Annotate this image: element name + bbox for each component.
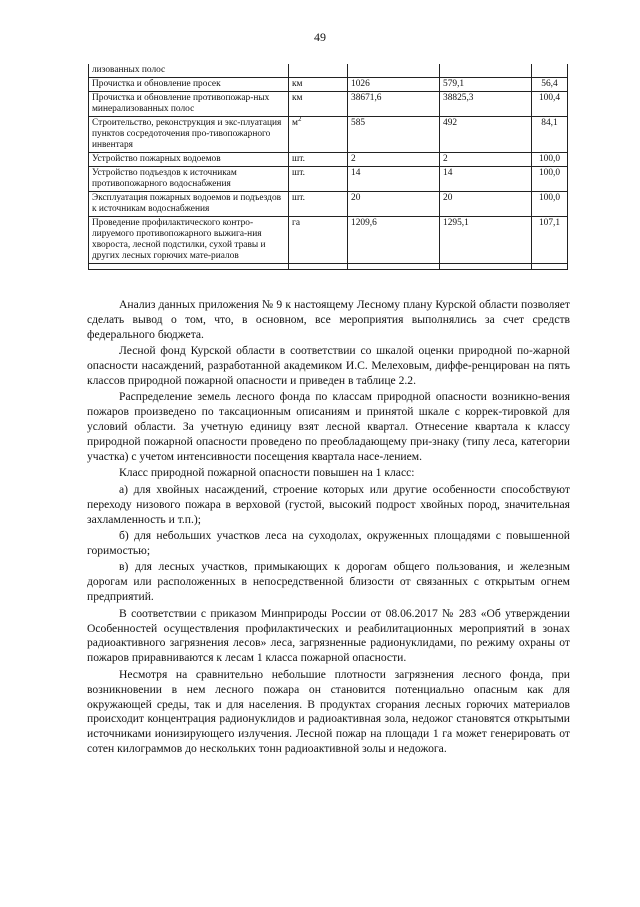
table-cell-empty [289, 264, 348, 270]
table-cell-unit: шт. [289, 153, 348, 167]
table-row [89, 117, 568, 153]
table-cell-percent: 84,1 [532, 117, 568, 153]
table-cell-unit [289, 117, 348, 153]
body-text [87, 298, 570, 759]
list-item: а) для хвойных насаждений, строение которых или другие особенности способствуют переходу низового пожара в верховой (густой, высокий подрост хвойных пород, значительная захламленность и т.п.); [87, 482, 570, 526]
paragraph: Несмотря на сравнительно небольшие плотности загрязнения лесного фонда, при возникновении в нем лесного пожара он становится потенциально опасным как для окружающей среды, так и для населения. В продуктах сгорания лесных горючих материалов происходит концентрация радионуклидов и радиоактивная зола, недожог становятся открытыми источниками ионизирующего излучения. Лесной пожар на площади 1 га может генерировать от сотен килограммов до нескольких тонн радиоактивной золы и недожога. [87, 667, 570, 756]
table-cell-value: 38825,3 [440, 92, 532, 117]
table-cell-empty [440, 264, 532, 270]
table-cell-empty [89, 264, 289, 270]
table-cell-value [348, 64, 440, 78]
table-cell-value: 2 [348, 153, 440, 167]
paragraph: Класс природной пожарной опасности повышен на 1 класс: [119, 466, 415, 480]
table-row [89, 153, 568, 167]
table-cell-name: Устройство пожарных водоемов [89, 153, 289, 167]
table-cell-value: 38671,6 [348, 92, 440, 117]
table-cell-unit: км [289, 78, 348, 92]
table-cell-value: 585 [348, 117, 440, 153]
table-cell-value: 20 [440, 192, 532, 217]
table-cell-value: 20 [348, 192, 440, 217]
paragraph: Лесной фонд Курской области в соответствии со шкалой оценки природной по-жарной опасности насаждений, разработанной академиком И.С. Мелеховым, диффе-ренцирован на пять классов природной пожарной опасности и приведен в таблице 2.2. [87, 344, 570, 388]
table-cell-value: 1209,6 [348, 217, 440, 264]
table-row [89, 192, 568, 217]
table-cell-value: 1026 [348, 78, 440, 92]
table-cell-name: Прочистка и обновление противопожар-ных минерализованных полос [89, 92, 289, 117]
table-cell-name: Устройство подъездов к источникам противопожарного водоснабжения [89, 167, 289, 192]
table-cell-unit: км [289, 92, 348, 117]
table-cell-value: 492 [440, 117, 532, 153]
list-item: б) для небольших участков леса на суходолах, окруженных площадями с повышенной горимостью; [87, 529, 570, 557]
table-cell-name: Эксплуатация пожарных водоемов и подъездов к источникам водоснабжения [89, 192, 289, 217]
table-cell-name: Прочистка и обновление просек [89, 78, 289, 92]
table-cell-value: 14 [440, 167, 532, 192]
table-cell-percent: 56,4 [532, 78, 568, 92]
unit-text: м [292, 118, 298, 128]
page-number: 49 [314, 30, 326, 44]
table-cell-percent: 107,1 [532, 217, 568, 264]
table-cell-percent: 100,0 [532, 167, 568, 192]
table-cell-value: 2 [440, 153, 532, 167]
table-cell-percent [532, 64, 568, 78]
table-row [89, 64, 568, 78]
table-cell-unit: га [289, 217, 348, 264]
table-row [89, 78, 568, 92]
table-cell-empty [532, 264, 568, 270]
list-item: в) для лесных участков, примыкающих к дорогам общего пользования, и железным дорогам или расположенных в непосредственной близости от связанных с открытым огнем предприятий. [87, 560, 570, 604]
table-row [89, 217, 568, 264]
table-cell-name: Проведение профилактического контро-лируемого противопожарного выжига-ния хвороста, лесной подстилки, сухой травы и других лесных горючих мате-риалов [89, 217, 289, 264]
table-cell-name: лизованных полос [89, 64, 289, 78]
table-cell-empty [348, 264, 440, 270]
table-cell-name: Строительство, реконструкция и экс-плуатация пунктов сосредоточения про-тивопожарного инвентаря [89, 117, 289, 153]
table-cell-unit: шт. [289, 192, 348, 217]
table-row [89, 92, 568, 117]
paragraph: В соответствии с приказом Минприроды России от 08.06.2017 № 283 «Об утверждении Особенностей осуществления профилактических и реабилитационных мероприятий в зонах радиоактивного загрязнения лесов» леса, загрязненные радионуклидами, по режиму охраны от пожаров приравниваются к лесам 1 класса пожарной опасности. [87, 606, 570, 665]
paragraph: Распределение земель лесного фонда по классам природной опасности возникно-вения пожаров произведено по таксационным описаниям и принятой шкале с коррек-тировкой для условий области. За учетную единицу взят лесной квартал. Отнесение квартала к классу природной пожарной опасности проведено по преобладающему при-знаку (типу леса, категории участка) с учетом интенсивности посещения квартала насе-лением. [87, 390, 570, 464]
paragraph: Анализ данных приложения № 9 к настоящему Лесному плану Курской области позволяет сделать вывод о том, что, в основном, все мероприятия выполнялись за счет средств федерального бюджета. [87, 298, 570, 341]
table-row-empty [89, 264, 568, 270]
table-cell-unit: шт. [289, 167, 348, 192]
table-cell-percent: 100,0 [532, 192, 568, 217]
table-cell-unit [289, 64, 348, 78]
table-cell-value: 579,1 [440, 78, 532, 92]
unit-superscript: 2 [297, 116, 302, 123]
table-cell-percent: 100,0 [532, 153, 568, 167]
table-row [89, 167, 568, 192]
table-cell-value: 14 [348, 167, 440, 192]
table-cell-percent: 100,4 [532, 92, 568, 117]
table-cell-value: 1295,1 [440, 217, 532, 264]
measures-table [88, 64, 568, 270]
table-cell-value [440, 64, 532, 78]
